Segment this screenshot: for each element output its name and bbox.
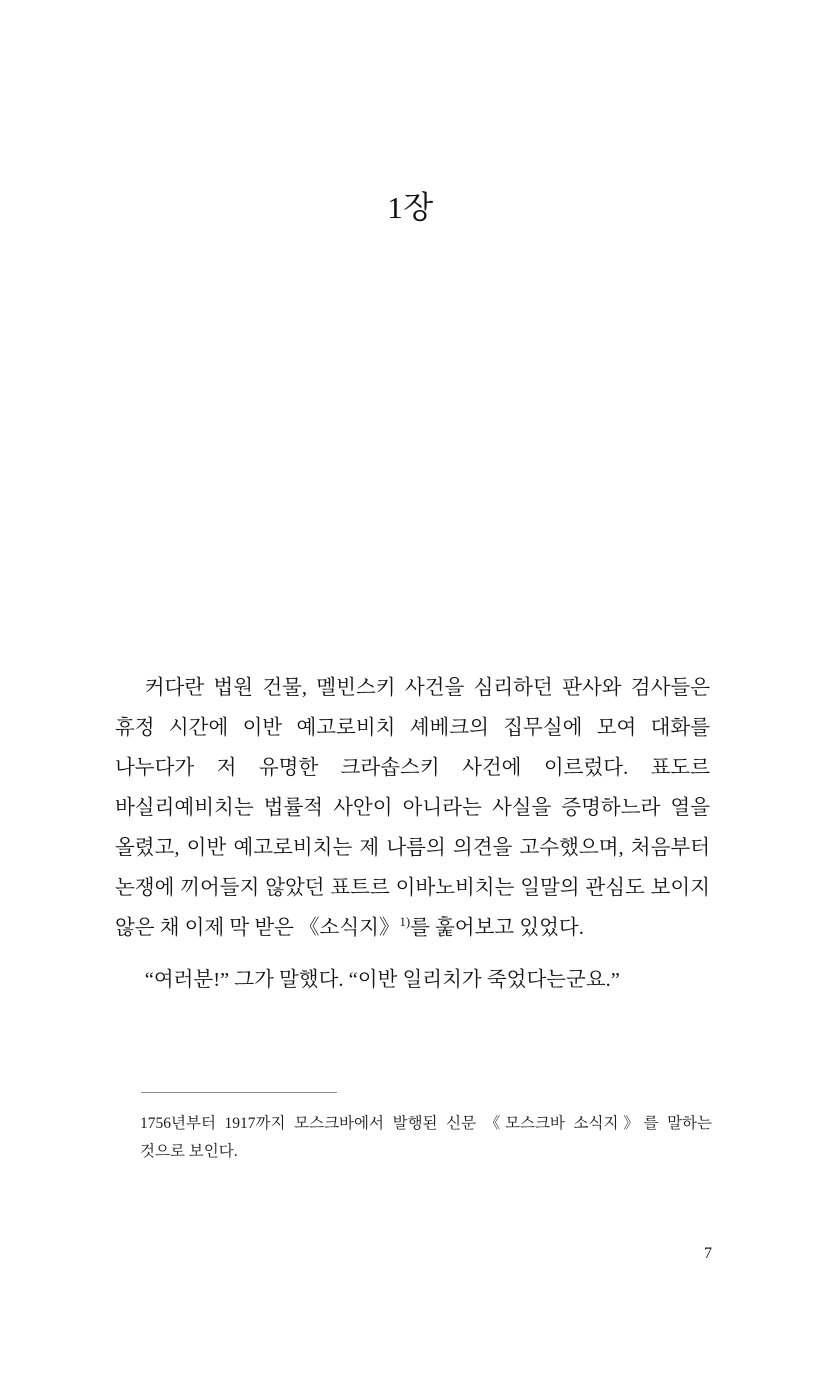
footnote-separator bbox=[141, 1092, 337, 1093]
footnote-block bbox=[140, 1110, 712, 1166]
paragraph-second: “여러분!” 그가 말했다. “이반 일리치가 죽었다는군요.” bbox=[144, 969, 620, 991]
body-text-block bbox=[115, 668, 710, 1000]
paragraph-first-tail: 를 훑어보고 있었다. bbox=[410, 917, 584, 939]
footnote-reference-marker[interactable]: 1) bbox=[399, 915, 411, 930]
page-number: 7 bbox=[704, 1245, 712, 1262]
chapter-title: 1장 bbox=[387, 189, 434, 225]
footnote-text: 1756년부터 1917까지 모스크바에서 발행된 신문 《모스크바 소식지》를 말하는 것으로 보인다. bbox=[140, 1115, 712, 1160]
paragraph-first bbox=[115, 668, 710, 948]
paragraph-first-text: 커다란 법원 건물, 멜빈스키 사건을 심리하던 판사와 검사들은 휴정 시간에 이반 예고로비치 셰베크의 집무실에 모여 대화를 나누다가 저 유명한 크라솝스키 사건에 이르렀다. 표도르 바실리예비치는 법률적 사안이 아니라는 사실을 증명하느라 열을 올렸고, 이반 예고로비치는 제 나름의 의견을 고수했으며, 처음부터 논쟁에 끼어들지 않았던 표트르 이바노비치는 일말의 관심도 보이지 않은 채 이제 막 받은 《소식지》 bbox=[115, 677, 710, 939]
